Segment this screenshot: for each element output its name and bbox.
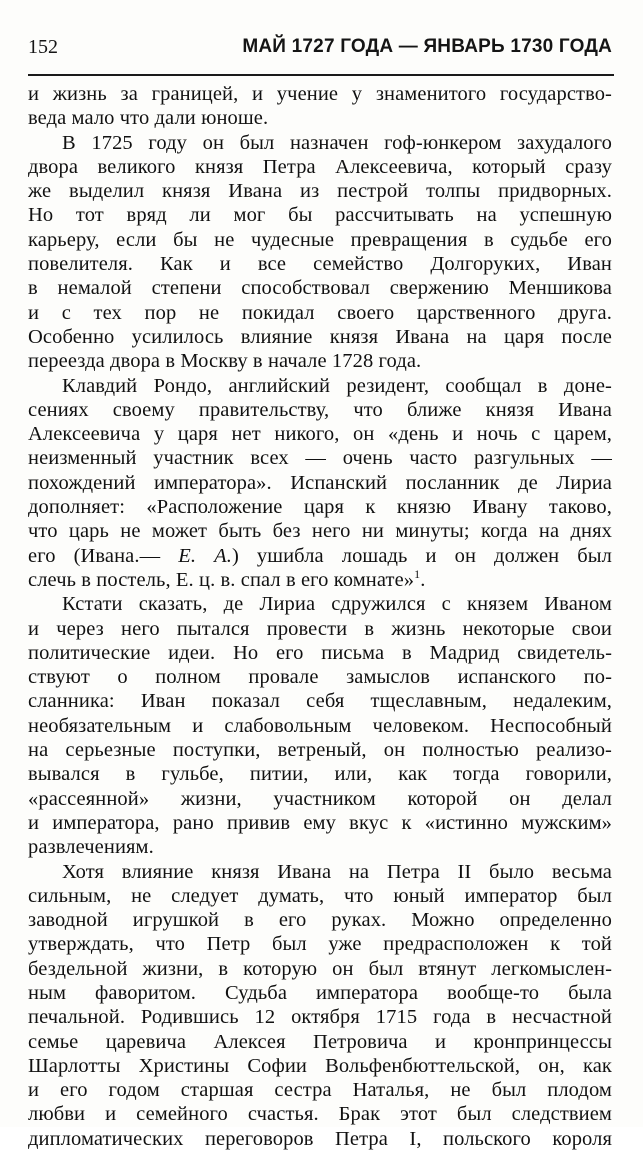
text-line — [28, 908, 612, 932]
header-rule — [28, 74, 614, 76]
text-segment: что царь не может быть без него ни минуты; когда на днях — [28, 520, 612, 543]
text-line — [28, 374, 612, 398]
text-segment: неизменный участник всех — очень часто разгульных — — [28, 447, 612, 470]
text-segment: В 1725 году он был назначен гоф-юнкером захудалого — [62, 131, 612, 154]
text-segment: же выделил князя Ивана из пестрой толпы придворных. — [28, 180, 612, 203]
text-segment: веда мало что дали юноше. — [28, 107, 269, 130]
text-line — [28, 155, 612, 179]
text-line — [28, 592, 612, 616]
text-segment: Алексеевича у царя нет никого, он «день и ночь с царем, — [28, 423, 612, 446]
text-segment: Но тот вряд ли мог бы рассчитывать на успешную — [28, 204, 612, 227]
text-line — [28, 714, 612, 738]
text-segment: политические идеи. Но его письма в Мадрид свидетель- — [28, 641, 612, 664]
text-segment: слечь в постель, Е. ц. в. спал в его комнате» — [28, 568, 415, 591]
text-line — [28, 325, 612, 349]
text-segment: Шарлотты Христины Софии Вольфенбюттельской, он, как — [28, 1054, 612, 1077]
text-line — [28, 422, 612, 446]
text-segment: ным фаворитом. Судьба императора вообще-то была — [28, 981, 612, 1004]
text-line — [28, 1030, 612, 1054]
text-segment: утверждать, что Петр был уже предрасположен к той — [28, 933, 612, 956]
text-segment: сланника: Иван показал себя тщеславным, недалеким, — [28, 690, 612, 713]
text-line — [28, 1127, 612, 1151]
text-line — [28, 228, 612, 252]
text-segment: повелителя. Как и все семейство Долгоруких, Иван — [28, 253, 612, 276]
text-segment: бездельной жизни, в которую он был втянут легкомыслен- — [28, 957, 612, 980]
text-line — [28, 860, 612, 884]
text-line — [28, 203, 612, 227]
text-line — [28, 179, 612, 203]
text-line — [28, 519, 612, 543]
page-number: 152 — [28, 36, 58, 58]
text-segment: похождений императора». Испанский посланник де Лириа — [28, 471, 612, 494]
text-segment: необязательным и слабовольным человеком. Неспособный — [28, 714, 612, 737]
italic-initials: Е. А. — [178, 544, 232, 567]
text-line — [28, 689, 612, 713]
text-segment: и через него пытался провести в жизнь некоторые свои — [28, 617, 612, 640]
text-segment: развлечениям. — [28, 836, 154, 859]
text-segment: и его годом старшая сестра Наталья, не был плодом — [28, 1079, 612, 1102]
text-line — [28, 738, 612, 762]
text-line — [28, 1005, 612, 1029]
text-segment: любви и семейного счастья. Брак этот был следствием — [28, 1103, 612, 1126]
text-segment: переезда двора в Москву в начале 1728 года. — [28, 350, 422, 373]
text-line — [28, 762, 612, 786]
text-segment: печальной. Родившись 12 октября 1715 года в несчастной — [28, 1006, 612, 1029]
text-line — [28, 544, 612, 568]
text-segment: и императора, рано привив ему вкус к «истинно мужским» — [28, 811, 612, 834]
text-segment: «рассеянной» жизни, участником которой он делал — [28, 787, 612, 810]
text-line — [28, 811, 612, 835]
text-segment: семье царевича Алексея Петровича и кронпринцессы — [28, 1030, 612, 1053]
text-segment: сильным, не следует думать, что юный император был — [28, 884, 612, 907]
text-line — [28, 835, 612, 859]
text-segment: Особенно усилилось влияние князя Ивана на царя после — [28, 325, 612, 348]
text-segment: заводной игрушкой в его руках. Можно определенно — [28, 909, 612, 932]
text-segment: ствуют о полном провале замыслов испанского по- — [28, 666, 612, 689]
text-line — [28, 1078, 612, 1102]
text-line — [28, 349, 612, 373]
text-line — [28, 446, 612, 470]
text-segment: ) ушибла лошадь и он должен был — [231, 544, 612, 567]
text-line — [28, 957, 612, 981]
text-line — [28, 495, 612, 519]
text-segment: и с тех пор не покидал своего царственного друга. — [28, 301, 612, 324]
text-line — [28, 884, 612, 908]
text-line — [28, 471, 612, 495]
page-header — [28, 36, 612, 64]
text-segment: его (Ивана.— — [28, 544, 179, 567]
text-line — [28, 131, 612, 155]
text-segment: в немалой степени способствовал свержению Меншикова — [28, 277, 612, 300]
footnote-marker[interactable]: 1 — [414, 567, 421, 582]
text-line — [28, 568, 612, 592]
body-text — [28, 82, 612, 1151]
text-segment: на серьезные поступки, ветреный, он полностью реализо- — [28, 739, 612, 762]
text-line — [28, 398, 612, 422]
text-line — [28, 932, 612, 956]
text-line — [28, 1054, 612, 1078]
text-segment: карьеру, если бы не чудесные превращения в судьбе его — [28, 228, 612, 251]
text-line — [28, 787, 612, 811]
text-line — [28, 82, 612, 106]
text-segment: Клавдий Рондо, английский резидент, сообщал в доне- — [62, 374, 612, 397]
text-segment: . — [420, 568, 426, 591]
text-line — [28, 1102, 612, 1126]
text-line — [28, 981, 612, 1005]
text-segment: Хотя влияние князя Ивана на Петра II было весьма — [62, 860, 612, 883]
text-segment: дополняет: «Расположение царя к князю Ивану таково, — [28, 496, 612, 519]
text-line — [28, 665, 612, 689]
text-line — [28, 252, 612, 276]
text-line — [28, 617, 612, 641]
text-line — [28, 641, 612, 665]
running-head: МАЙ 1727 ГОДА — ЯНВАРЬ 1730 ГОДА — [242, 36, 612, 57]
text-segment: и жизнь за границей, и учение у знаменитого государство- — [28, 83, 612, 105]
text-line — [28, 301, 612, 325]
text-segment: сениях своему правительству, что ближе князя Ивана — [28, 398, 612, 421]
text-segment: двора великого князя Петра Алексеевича, который сразу — [28, 155, 612, 178]
text-line — [28, 106, 612, 130]
text-segment: дипломатических переговоров Петра I, польского короля — [28, 1127, 612, 1150]
text-segment: вывался в гульбе, питии, или, как тогда говорили, — [28, 763, 612, 786]
text-segment: Кстати сказать, де Лириа сдружился с князем Иваном — [62, 593, 612, 616]
text-line — [28, 276, 612, 300]
